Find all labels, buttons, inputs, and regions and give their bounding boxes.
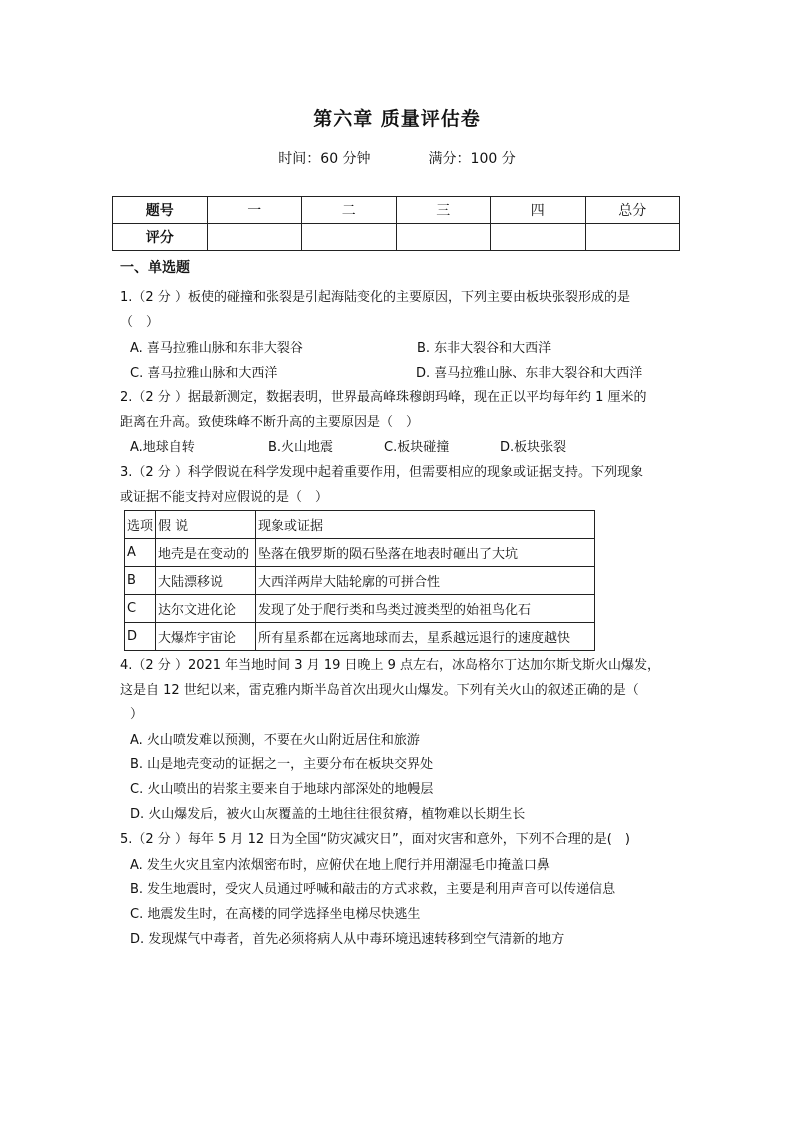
question-4-option-c: C. 火山喷出的岩浆主要来自于地球内部深处的地幔层 <box>130 782 434 797</box>
question-4-option-a: A. 火山喷发难以预测，不要在火山附近居住和旅游 <box>130 733 420 748</box>
score-empty-cell <box>491 224 586 251</box>
question-2-line1: 2.（2 分 ）据最新测定，数据表明，世界最高峰珠穆朗玛峰，现在正以平均每年约 1 厘米的 <box>120 390 647 405</box>
score-cell-col2: 二 <box>302 197 397 224</box>
question-1-option-b: B. 东非大裂谷和大西洋 <box>417 341 552 356</box>
evidence-table-row <box>125 623 595 651</box>
col-evidence: 现象或证据 <box>256 511 595 539</box>
score-table-score-row <box>113 224 680 251</box>
question-1-line1: 1.（2 分 ）板使的碰撞和张裂是引起海陆变化的主要原因，下列主要由板块张裂形成的是 <box>120 290 630 305</box>
question-5-stem <box>120 828 680 853</box>
question-1-option-a: A. 喜马拉雅山脉和东非大裂谷 <box>130 341 303 356</box>
question-1-line2: （ ） <box>120 314 160 330</box>
evidence-table-header <box>125 511 595 539</box>
question-2-option-b: B.火山地震 <box>268 440 334 455</box>
question-5-option-c: C. 地震发生时，在高楼的同学选择坐电梯尽快逃生 <box>130 907 421 922</box>
row-evidence: 大西洋两岸大陆轮廓的可拼合性 <box>256 567 595 595</box>
section-title: 一、单选题 <box>120 260 190 276</box>
evidence-table-row <box>125 595 595 623</box>
question-2-option-a: A.地球自转 <box>130 440 195 455</box>
row-option: C <box>125 595 156 623</box>
question-5-line1: 5.（2 分 ）每年 5 月 12 日为全国“防灾减灾日”，面对灾害和意外，下列不合理的是( ) <box>120 832 630 847</box>
question-1-option-c: C. 喜马拉雅山脉和大西洋 <box>130 366 278 381</box>
score-empty-cell <box>396 224 491 251</box>
page-title: 第六章 质量评估卷 <box>313 108 481 130</box>
evidence-table-row <box>125 567 595 595</box>
question-1-option-d: D. 喜马拉雅山脉、东非大裂谷和大西洋 <box>416 366 643 381</box>
question-5-option-d: D. 发现煤气中毒者，首先必须将病人从中毒环境迅速转移到空气清新的地方 <box>130 932 565 947</box>
question-2-stem <box>120 386 680 435</box>
question-4-option-b: B. 山是地壳变动的证据之一，主要分布在板块交界处 <box>130 757 434 772</box>
row-option: B <box>125 567 156 595</box>
question-4-line3: ） <box>130 707 144 722</box>
score-empty-cell <box>207 224 302 251</box>
col-option: 选项 <box>125 511 156 539</box>
hypothesis-evidence-table <box>124 510 595 651</box>
col-hypothesis: 假 说 <box>156 511 256 539</box>
score-cell-col1: 一 <box>207 197 302 224</box>
score-table-header-row <box>113 197 680 224</box>
question-2-option-c: C.板块碰撞 <box>384 440 450 455</box>
score-table <box>112 196 680 251</box>
question-1-stem <box>120 286 680 335</box>
row-option: D <box>125 623 156 651</box>
question-4-line2: 这是自 12 世纪以来，雷克雅内斯半岛首次出现火山爆发。下列有关火山的叙述正确的是（ <box>120 682 639 698</box>
question-4-line1: 4.（2 分 ）2021 年当地时间 3 月 19 日晚上 9 点左右，冰岛格尔丁达加尔斯戈斯火山爆发， <box>120 658 661 673</box>
question-3-stem <box>120 461 680 510</box>
row-hypothesis: 达尔文进化论 <box>156 595 256 623</box>
row-option: A <box>125 539 156 567</box>
row-hypothesis: 大陆漂移说 <box>156 567 256 595</box>
row-hypothesis: 大爆炸宇宙论 <box>156 623 256 651</box>
row-hypothesis: 地壳是在变动的 <box>156 539 256 567</box>
question-2-line2: 距离在升高。致使珠峰不断升高的主要原因是（ ） <box>120 414 420 430</box>
exam-full-score: 满分：100 分 <box>428 151 516 167</box>
question-4-stem <box>120 654 680 728</box>
row-evidence: 所有星系都在远离地球而去，星系越远退行的速度越快 <box>256 623 595 651</box>
exam-info <box>0 148 794 168</box>
score-empty-cell <box>302 224 397 251</box>
row-evidence: 发现了处于爬行类和鸟类过渡类型的始祖鸟化石 <box>256 595 595 623</box>
score-cell-col4: 四 <box>491 197 586 224</box>
exam-time: 时间：60 分钟 <box>278 151 371 167</box>
score-cell-label: 题号 <box>113 197 208 224</box>
evidence-table-row <box>125 539 595 567</box>
question-5-option-b: B. 发生地震时，受灾人员通过呼喊和敲击的方式求救，主要是利用声音可以传递信息 <box>130 882 616 897</box>
question-3-line1: 3.（2 分 ）科学假说在科学发现中起着重要作用，但需要相应的现象或证据支持。下列现象 <box>120 465 643 480</box>
score-row-label: 评分 <box>113 224 208 251</box>
score-cell-total: 总分 <box>585 197 680 224</box>
row-evidence: 坠落在俄罗斯的陨石坠落在地表时砸出了大坑 <box>256 539 595 567</box>
question-4-option-d: D. 火山爆发后，被火山灰覆盖的土地往往很贫瘠，植物难以长期生长 <box>130 807 526 822</box>
question-2-option-d: D.板块张裂 <box>500 440 567 455</box>
score-empty-cell <box>585 224 680 251</box>
question-3-line2: 或证据不能支持对应假说的是（ ） <box>120 489 329 505</box>
score-cell-col3: 三 <box>396 197 491 224</box>
question-5-option-a: A. 发生火灾且室内浓烟密布时，应俯伏在地上爬行并用潮湿毛巾掩盖口鼻 <box>130 858 550 873</box>
